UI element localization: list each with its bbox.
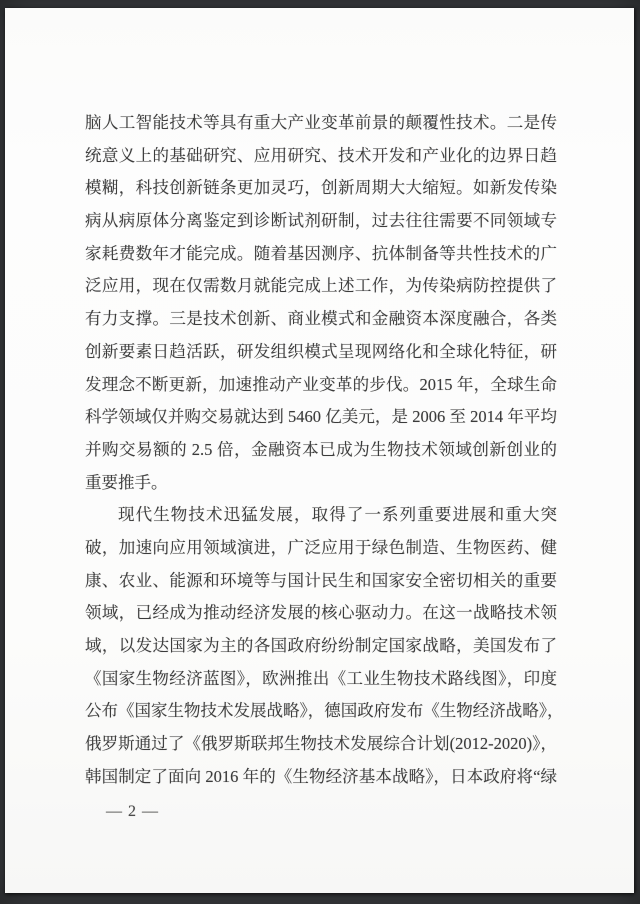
document-page: [5, 8, 634, 893]
text-line: 统意义上的基础研究、应用研究、技术开发和产业化的边界日趋: [85, 145, 557, 165]
text-line: 有力支撑。三是技术创新、商业模式和金融资本深度融合，各类: [85, 309, 557, 329]
text-line: 模糊，科技创新链条更加灵巧，创新周期大大缩短。如新发传染: [85, 178, 557, 198]
text-line: 俄罗斯通过了《俄罗斯联邦生物技术发展综合计划(2012-2020)》，: [85, 734, 557, 754]
text-line: 泛应用，现在仅需数月就能完成上述工作，为传染病防控提供了: [85, 276, 557, 296]
page-number: — 2 —: [106, 803, 159, 820]
text-line: 并购交易额的 2.5 倍，金融资本已成为生物技术领域创新创业的: [85, 439, 557, 459]
text-line: 科学领域仅并购交易就达到 5460 亿美元，是 2006 至 2014 年平均: [85, 407, 557, 427]
text-line: 发理念不断更新，加速推动产业变革的步伐。2015 年，全球生命: [85, 374, 557, 394]
text-line: 领域，已经成为推动经济发展的核心驱动力。在这一战略技术领: [85, 603, 557, 623]
document-body-text: [85, 107, 564, 793]
text-line: 重要推手。: [85, 472, 168, 492]
text-line: 韩国制定了面向 2016 年的《生物经济基本战略》，日本政府将“绿: [85, 766, 557, 786]
text-line: 康、农业、能源和环境等与国计民生和国家安全密切相关的重要: [85, 570, 557, 590]
text-line: 公布《国家生物技术发展战略》，德国政府发布《生物经济战略》，: [85, 701, 564, 721]
text-line: 病从病原体分离鉴定到诊断试剂研制，过去往往需要不同领域专: [85, 211, 557, 231]
text-line: 《国家生物经济蓝图》，欧洲推出《工业生物技术路线图》，印度: [85, 668, 557, 688]
text-line: 家耗费数年才能完成。随着基因测序、抗体制备等共性技术的广: [85, 243, 557, 263]
text-line: 域，以发达国家为主的各国政府纷纷制定国家战略，美国发布了: [85, 636, 557, 655]
text-line: 脑人工智能技术等具有重大产业变革前景的颠覆性技术。二是传: [85, 113, 557, 132]
text-line: 创新要素日趋活跃，研发组织模式呈现网络化和全球化特征，研: [85, 341, 557, 361]
text-line: 现代生物技术迅猛发展，取得了一系列重要进展和重大突: [118, 505, 557, 525]
text-line: 破，加速向应用领域演进，广泛应用于绿色制造、生物医药、健: [85, 537, 557, 557]
